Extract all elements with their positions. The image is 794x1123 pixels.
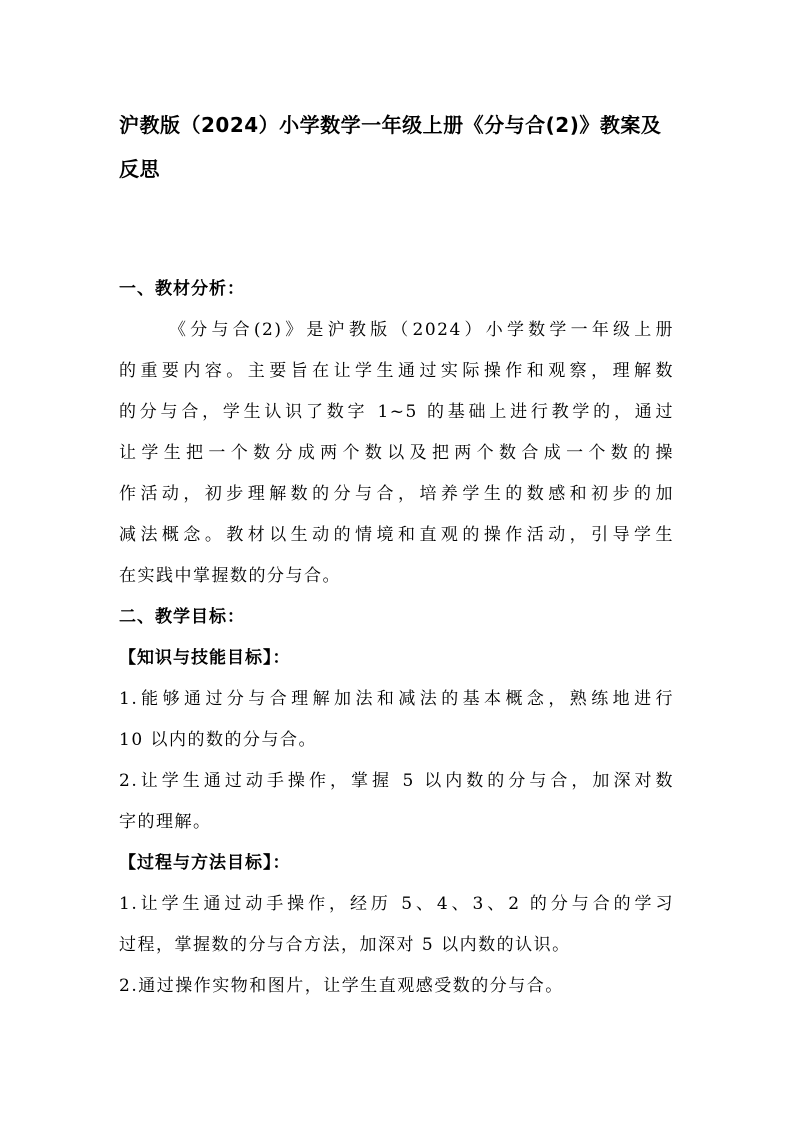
paragraph-line: 的重要内容。主要旨在让学生通过实际操作和观察，理解数 xyxy=(119,361,674,381)
section-heading-material-analysis: 一、教材分析： xyxy=(119,279,245,299)
paragraph-line: 在实践中掌握数的分与合。 xyxy=(119,566,341,586)
list-item-line: 1.让学生通过动手操作，经历 5、4、3、2 的分与合的学习 xyxy=(119,894,674,914)
list-item-line: 过程，掌握数的分与合方法，加深对 5 以内数的认识。 xyxy=(119,935,571,955)
paragraph-line: 作活动，初步理解数的分与合，培养学生的数感和初步的加 xyxy=(119,484,674,504)
document-title xyxy=(119,103,679,191)
list-item-line: 2.让学生通过动手操作，掌握 5 以内数的分与合，加深对数 xyxy=(119,771,674,791)
section-heading-teaching-goals: 二、教学目标： xyxy=(119,607,245,627)
paragraph-line: 的分与合，学生认识了数字 1~5 的基础上进行教学的，通过 xyxy=(119,402,674,422)
list-item-line: 10 以内的数的分与合。 xyxy=(119,730,318,750)
title-line-1: 沪教版（2024）小学数学一年级上册《分与合(2)》教案及 xyxy=(119,113,662,137)
document-body xyxy=(119,269,674,1007)
title-line-2: 反思 xyxy=(119,157,160,181)
paragraph-line: 减法概念。教材以生动的情境和直观的操作活动，引导学生 xyxy=(119,525,674,545)
list-item-line: 2.通过操作实物和图片，让学生直观感受数的分与合。 xyxy=(119,976,564,996)
subheading-knowledge-skills: 【知识与技能目标】： xyxy=(119,648,291,668)
list-item-line: 字的理解。 xyxy=(119,812,212,832)
paragraph-line: 《分与合(2)》是沪教版（2024）小学数学一年级上册 xyxy=(169,320,674,340)
subheading-process-methods: 【过程与方法目标】： xyxy=(119,853,291,873)
list-item-line: 1.能够通过分与合理解加法和减法的基本概念，熟练地进行 xyxy=(119,689,674,709)
paragraph-line: 让学生把一个数分成两个数以及把两个数合成一个数的操 xyxy=(119,443,674,463)
